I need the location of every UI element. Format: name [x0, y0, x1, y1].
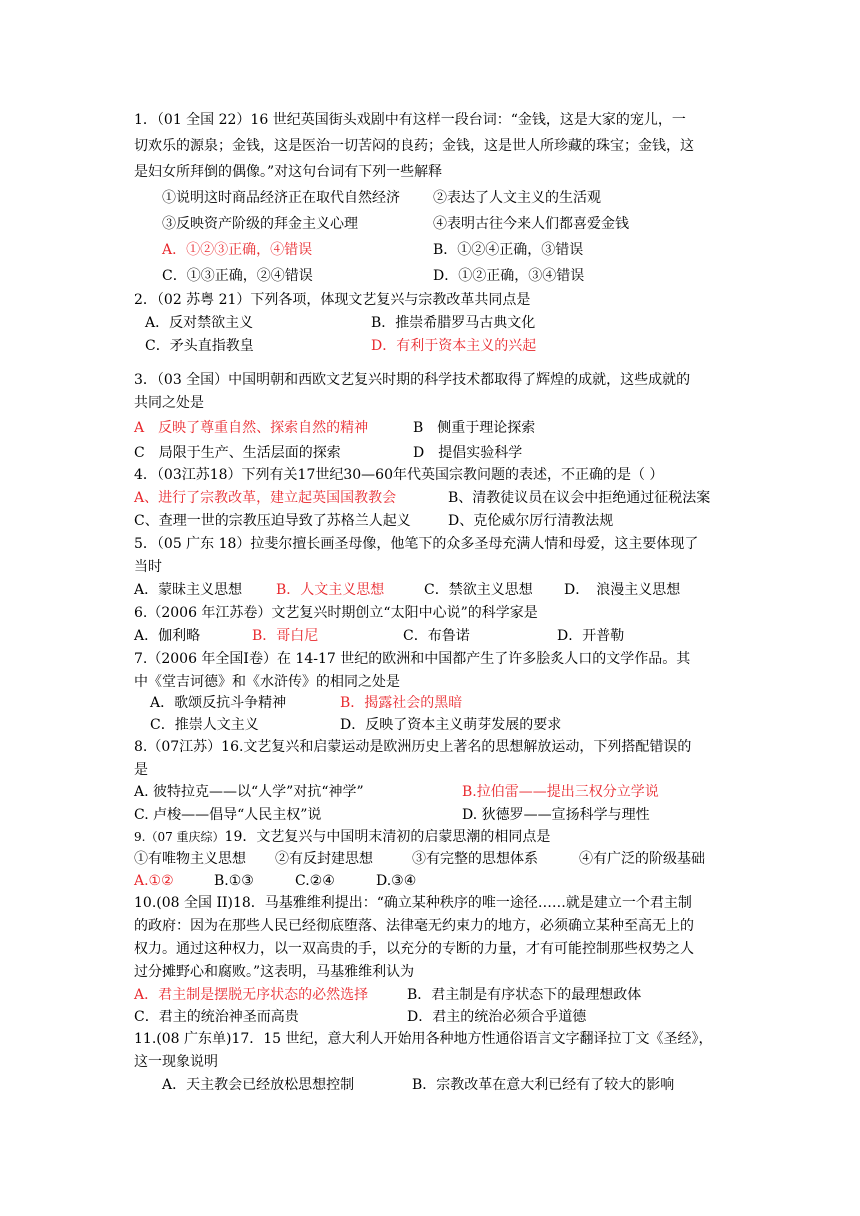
- q11-stem-line-1: 11.(08 广东单)17．15 世纪，意大利人开始用各种地方性通俗语言文字翻译拉丁文《圣经》，: [134, 1031, 713, 1047]
- q3-option-b: B 侧重于理论探索: [413, 420, 536, 436]
- q9-statement-2: ②有反封建思想: [275, 851, 373, 867]
- q1-option-a-answer: A．①②③正确，④错误: [162, 242, 313, 258]
- q8-stem-line-1: 8.（07江苏）16.文艺复兴和启蒙运动是欧洲历史上著名的思想解放运动，下列搭配错误的: [134, 739, 692, 755]
- q4-option-d: D、克伦威尔厉行清教法规: [448, 513, 614, 529]
- q7-option-d: D．反映了资本主义萌芽发展的要求: [340, 717, 562, 733]
- q1-statement-2: ②表达了人文主义的生活观: [433, 190, 601, 206]
- q4-option-b: B、清教徒议员在议会中拒绝通过征税法案: [448, 490, 711, 506]
- q9-statement-1: ①有唯物主义思想: [134, 851, 246, 867]
- q1-option-d: D．①②正确，③④错误: [433, 268, 585, 284]
- q5-option-d: D． 浪漫主义思想: [564, 582, 681, 598]
- q5-stem-line-1: 5．（05 广东 18）拉斐尔擅长画圣母像，他笔下的众多圣母充满人情和母爱，这主要体现了: [134, 536, 699, 552]
- q1-option-b: B．①②④正确，③错误: [433, 242, 584, 258]
- q10-stem-line-2: 的政府：因为在那些人民已经彻底堕落、法律毫无约束力的地方，必须确立某种至高无上的: [134, 918, 694, 934]
- q9-option-a-answer: A.①②: [134, 873, 174, 889]
- q7-stem-line-2: 中《堂吉诃德》和《水浒传》的相同之处是: [134, 674, 400, 690]
- q11-stem-line-2: 这一现象说明: [134, 1054, 218, 1070]
- q7-option-a: A．歌颂反抗斗争精神: [150, 695, 287, 711]
- q10-option-c: C．君主的统治神圣而高贵: [134, 1009, 299, 1025]
- q1-option-c: C．①③正确，②④错误: [162, 268, 313, 284]
- q10-stem-line-1: 10.(08 全国 II)18．马基雅维利提出：“确立某种秩序的唯一途径……就是建立一个君主制: [134, 895, 692, 911]
- q3-option-a-answer: A 反映了尊重自然、探索自然的精神: [134, 420, 369, 436]
- q9-stem: 19．文艺复兴与中国明末清初的启蒙思潮的相同点是: [224, 829, 551, 845]
- q9-option-c: C.②④: [295, 873, 335, 889]
- q3-option-c: C 局限于生产、生活层面的探索: [134, 445, 341, 461]
- q2-option-d-answer: D．有利于资本主义的兴起: [371, 338, 537, 354]
- q7-option-c: C．推崇人文主义: [150, 717, 259, 733]
- q2-option-a: A．反对禁欲主义: [145, 315, 254, 331]
- q4-stem: 4．（03江苏18）下列有关17世纪30—60年代英国宗教问题的表述，不正确的是（ ）: [134, 467, 664, 483]
- q6-stem: 6.（2006 年江苏卷）文艺复兴时期创立“太阳中心说”的科学家是: [134, 605, 538, 621]
- q1-stem-line-1: 1．（01 全国 22）16 世纪英国街头戏剧中有这样一段台词：“金钱，这是大家的宠儿，一: [134, 112, 686, 128]
- q3-option-d: D 提倡实验科学: [413, 445, 523, 461]
- q10-stem-line-4: 过分摊野心和腐败。”这表明，马基雅维利认为: [134, 964, 415, 980]
- q9-stem-line: [134, 827, 550, 847]
- q6-option-b-answer: B．哥白尼: [252, 628, 319, 644]
- q4-option-c: C、查理一世的宗教压迫导致了苏格兰人起义: [134, 513, 411, 529]
- q1-statement-3: ③反映资产阶级的拜金主义心理: [162, 216, 358, 232]
- q3-stem-line-1: 3．（03 全国）中国明朝和西欧文艺复兴时期的科学技术都取得了辉煌的成就，这些成就的: [134, 372, 691, 388]
- q5-option-c: C．禁欲主义思想: [424, 582, 533, 598]
- q8-option-b-answer: B.拉伯雷——提出三权分立学说: [462, 784, 659, 800]
- q2-option-b: B．推崇希腊罗马古典文化: [371, 315, 536, 331]
- q1-statement-1: ①说明这时商品经济正在取代自然经济: [162, 190, 400, 206]
- q2-stem: 2．（02 苏粤 21）下列各项，体现文艺复兴与宗教改革共同点是: [134, 292, 531, 308]
- q8-stem-line-2: 是: [134, 762, 148, 778]
- q5-option-b-answer: B．人文主义思想: [276, 582, 385, 598]
- q10-stem-line-3: 权力。通过这种权力，以一双高贵的手，以充分的专断的力量，才有可能控制那些权势之人: [134, 941, 694, 957]
- q9-option-d: D.③④: [376, 873, 417, 889]
- q1-stem-line-3: 是妇女所拜倒的偶像。”对这句台词有下列一些解释: [134, 164, 443, 180]
- q11-option-a: A．天主教会已经放松思想控制: [162, 1077, 355, 1093]
- q10-option-b: B．君主制是有序状态下的最理想政体: [407, 987, 642, 1003]
- q9-statement-4: ④有广泛的阶级基础: [579, 851, 705, 867]
- q6-option-d: D．开普勒: [557, 628, 625, 644]
- q8-option-c: C. 卢梭——倡导“人民主权”说: [134, 807, 322, 823]
- q8-option-a: A. 彼特拉克——以“人学”对抗“神学”: [134, 784, 364, 800]
- q6-option-c: C．布鲁诺: [403, 628, 470, 644]
- q10-option-d: D．君主的统治必须合乎道德: [407, 1009, 587, 1025]
- q9-number: 9.（07 重庆综）: [134, 830, 225, 844]
- q5-option-a: A．蒙昧主义思想: [134, 582, 243, 598]
- q10-option-a-answer: A．君主制是摆脱无序状态的必然选择: [134, 987, 369, 1003]
- q9-statement-3: ③有完整的思想体系: [412, 851, 538, 867]
- q9-option-b: B.①③: [214, 873, 254, 889]
- q5-stem-line-2: 当时: [134, 559, 162, 575]
- q7-option-b-answer: B．揭露社会的黑暗: [340, 695, 463, 711]
- q6-option-a: A．伽利略: [134, 628, 201, 644]
- q3-stem-line-2: 共同之处是: [134, 395, 204, 411]
- q1-statement-4: ④表明古往今来人们都喜爱金钱: [433, 216, 629, 232]
- q8-option-d: D. 狄德罗——宣扬科学与理性: [462, 807, 650, 823]
- q2-option-c: C．矛头直指教皇: [145, 338, 254, 354]
- q1-stem-line-2: 切欢乐的源泉；金钱，这是医治一切苦闷的良药；金钱，这是世人所珍藏的珠宝；金钱，这: [134, 138, 694, 154]
- q7-stem-line-1: 7.（2006 年全国Ⅰ卷）在 14-17 世纪的欧洲和中国都产生了许多脍炙人口的文学作品。其: [134, 651, 691, 667]
- q4-option-a-answer: A、进行了宗教改革，建立起英国国教教会: [134, 490, 397, 506]
- q11-option-b: B．宗教改革在意大利已经有了较大的影响: [412, 1077, 675, 1093]
